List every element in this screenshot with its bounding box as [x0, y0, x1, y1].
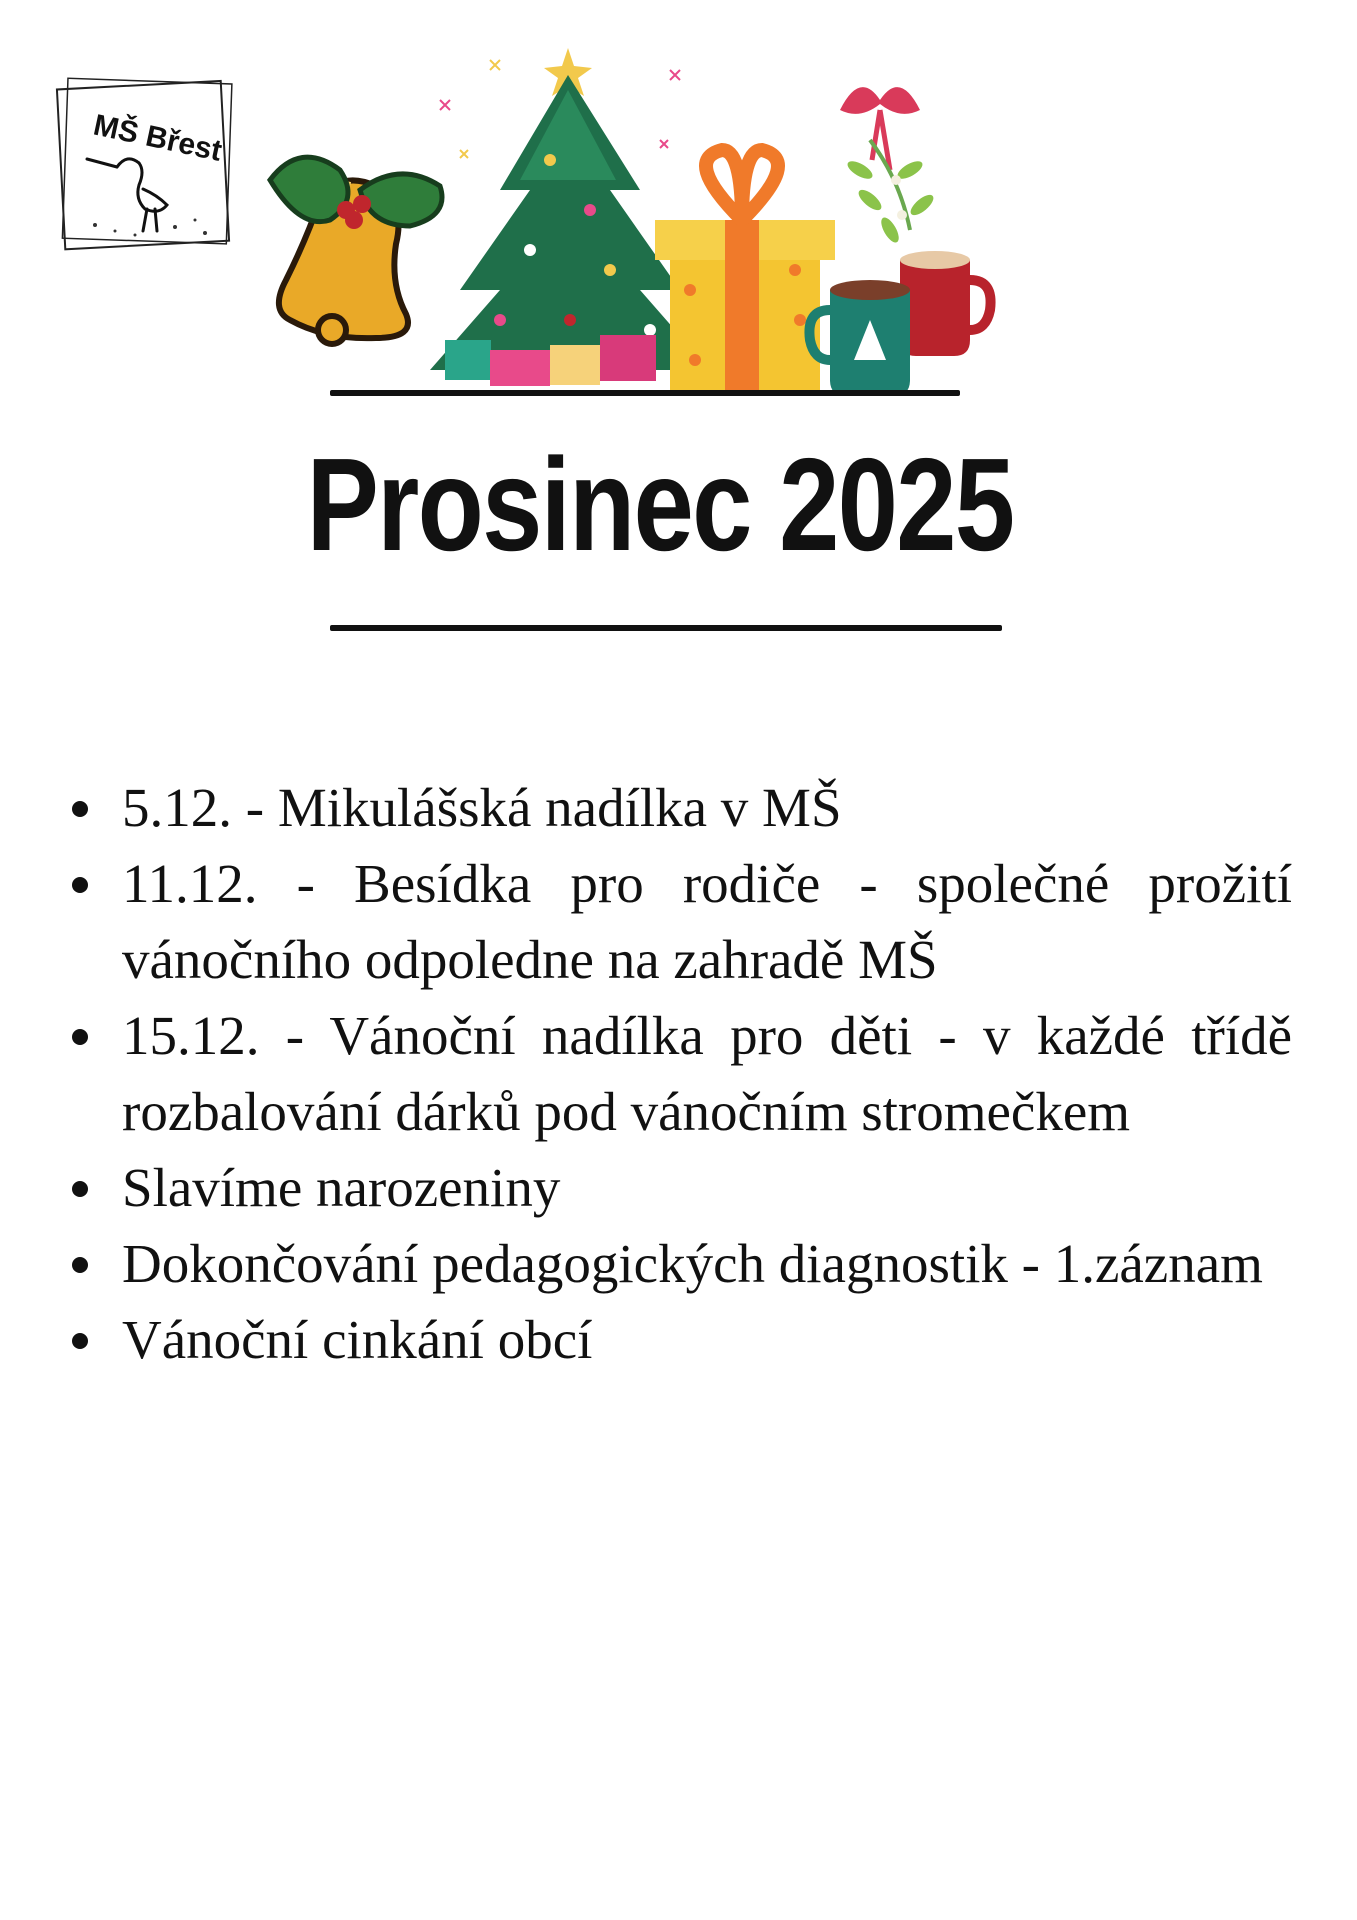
mug-icon [809, 251, 990, 396]
list-item: Vánoční cinkání obcí [122, 1302, 1292, 1378]
school-logo [55, 75, 235, 255]
event-list [122, 770, 1292, 1378]
christmas-illustration [250, 20, 1010, 400]
list-item: Slavíme narozeniny [122, 1150, 1292, 1226]
list-item: 11.12. - Besídka pro rodiče - společné prožití vánočního odpoledne na zahradě MŠ [122, 846, 1292, 998]
list-item: 15.12. - Vánoční nadílka pro děti - v každé třídě rozbalování dárků pod vánočním stromečkem [122, 998, 1292, 1150]
list-item: 5.12. - Mikulášská nadílka v MŠ [122, 770, 1292, 846]
list-item: Dokončování pedagogických diagnostik - 1.záznam [122, 1226, 1292, 1302]
bottom-divider [330, 625, 1002, 631]
page-title: Prosinec 2025 [306, 431, 1014, 578]
mistletoe-icon [840, 87, 937, 245]
logo-text: MŠ Břest [90, 108, 225, 168]
gift-box-icon [655, 150, 835, 390]
top-divider [330, 390, 960, 396]
